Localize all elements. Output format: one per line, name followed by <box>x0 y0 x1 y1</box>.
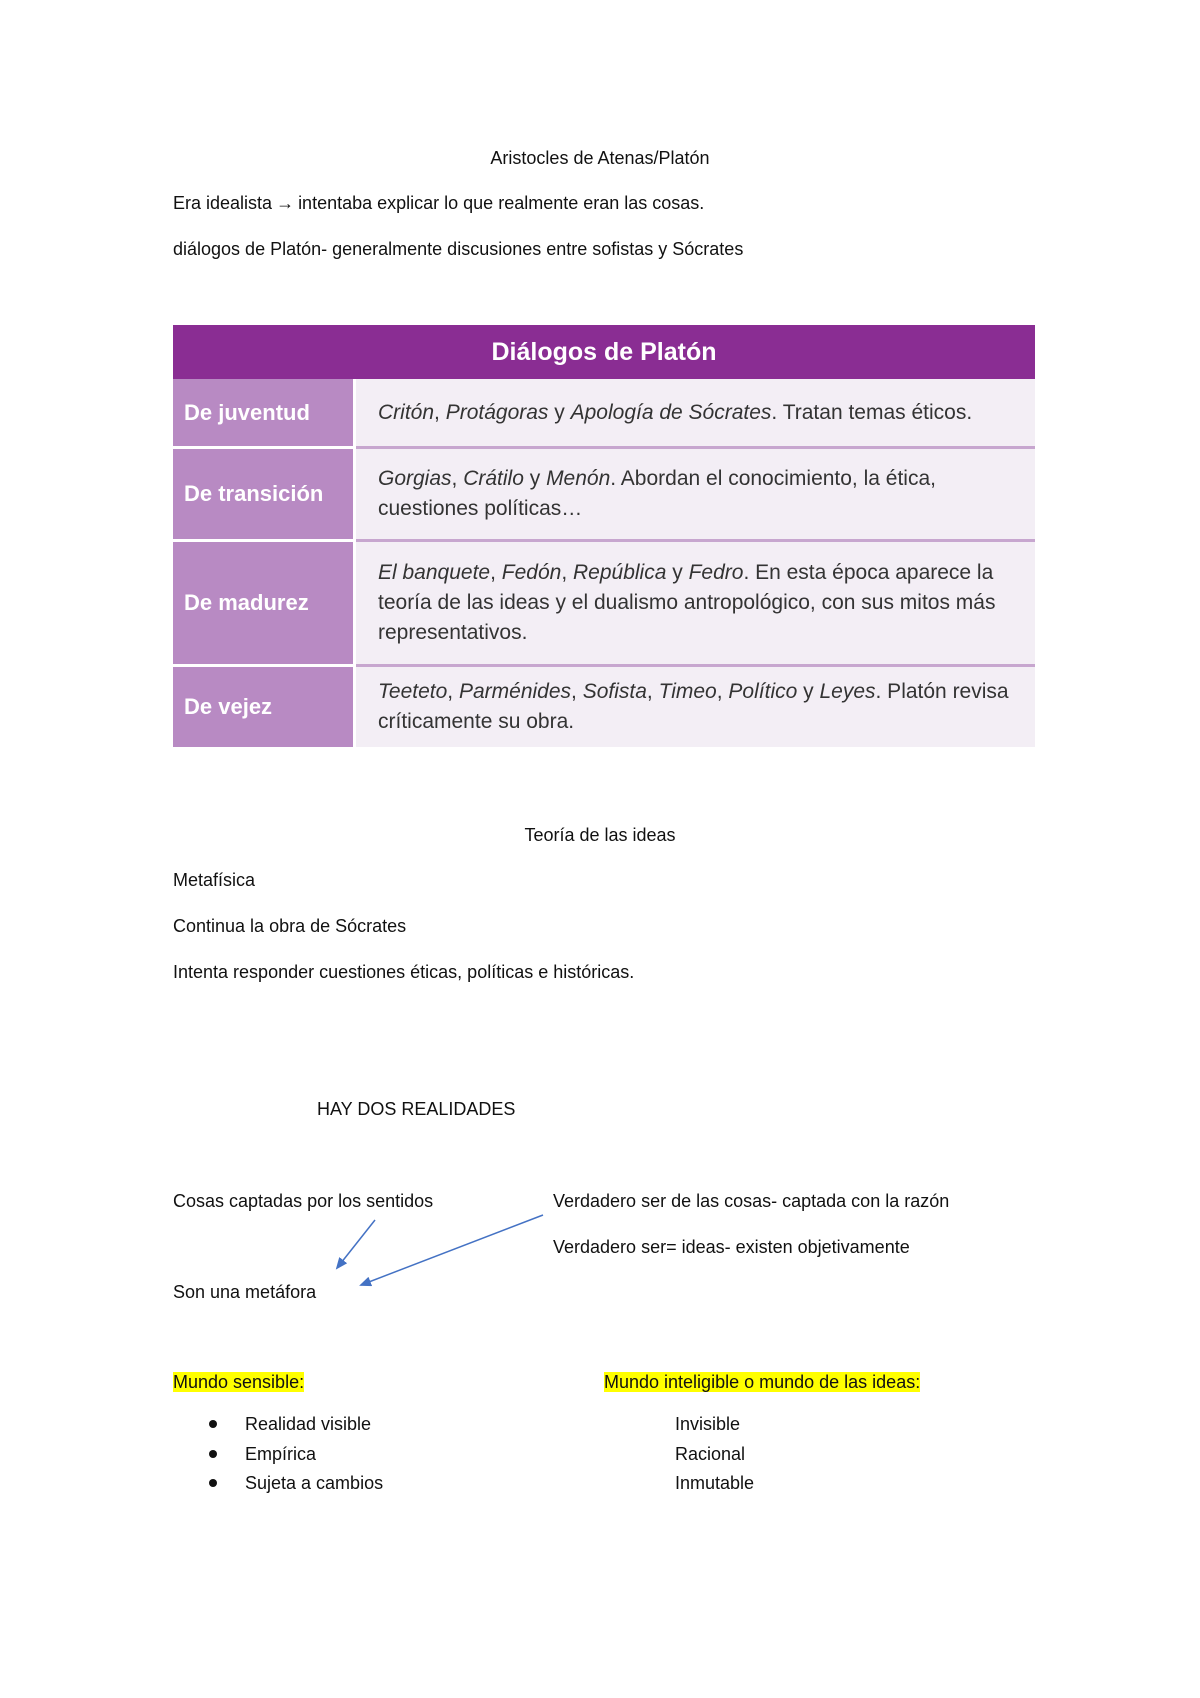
work-title: Critón <box>378 400 435 424</box>
work-title: Sofista <box>582 680 647 703</box>
intelligible-list <box>675 1410 754 1499</box>
table-header: Diálogos de Platón <box>173 325 1035 379</box>
separator-text: , <box>434 400 446 424</box>
bullet-icon <box>209 1450 217 1458</box>
senses-text: Cosas captadas por los sentidos <box>173 1191 434 1211</box>
work-title: República <box>573 561 667 584</box>
theory-heading: Teoría de las ideas <box>524 825 676 845</box>
separator-text: , <box>451 467 464 490</box>
separator-text: , <box>447 680 459 703</box>
bullet-icon <box>209 1420 217 1428</box>
separator-text: , <box>561 561 573 584</box>
separator-text: , <box>490 561 502 584</box>
metaphor-text: Son una metáfora <box>173 1282 317 1302</box>
row-description <box>356 539 1035 664</box>
separator-text: y <box>666 561 689 584</box>
table-row <box>173 539 1035 664</box>
list-item: Sujeta a cambios <box>205 1469 383 1499</box>
list-item: Racional <box>675 1443 746 1464</box>
intro-line-2: diálogos de Platón- generalmente discusiones entre sofistas y Sócrates <box>173 239 744 259</box>
row-label: De vejez <box>173 664 356 747</box>
arrow-senses-to-metaphor <box>337 1220 375 1268</box>
intro-text-b: intentaba explicar lo que realmente eran las cosas. <box>298 193 705 213</box>
row-summary: . Platón revisa críticamente su obra. <box>378 680 1009 733</box>
document-title: Aristocles de Atenas/Platón <box>490 148 710 168</box>
separator-text: y <box>523 467 547 490</box>
separator-text: , <box>571 680 583 703</box>
table-row <box>173 379 1035 446</box>
list-item: Invisible <box>675 1414 741 1434</box>
true-being-text: Verdadero ser de las cosas- captada con la razón <box>553 1191 950 1211</box>
separator-text: y <box>797 680 820 703</box>
work-title: Crátilo <box>463 467 524 490</box>
ideas-text: Verdadero ser= ideas- existen objetivamente <box>553 1237 910 1257</box>
work-title: El banquete <box>378 561 491 584</box>
separator-text: , <box>646 680 659 703</box>
row-description <box>356 664 1035 747</box>
row-summary: . En esta época aparece la teoría de las ideas y el dualismo antropológico, con sus mitos más representativos. <box>378 561 996 644</box>
arrow-reason-to-metaphor <box>361 1215 543 1285</box>
row-label: De juventud <box>173 379 356 446</box>
row-description <box>356 379 1035 446</box>
row-description <box>356 446 1035 539</box>
work-title: Protágoras <box>445 400 549 424</box>
bullet-icon <box>209 1479 217 1487</box>
separator-text: , <box>716 680 729 703</box>
list-item: Empírica <box>205 1440 383 1470</box>
realities-heading: HAY DOS REALIDADES <box>317 1099 516 1119</box>
sensible-world-label: Mundo sensible: <box>173 1372 305 1392</box>
table-row <box>173 446 1035 539</box>
work-title: Leyes <box>819 680 876 703</box>
work-title: Teeteto <box>378 680 448 703</box>
row-label: De madurez <box>173 539 356 664</box>
table-row <box>173 664 1035 747</box>
theory-line-2: Continua la obra de Sócrates <box>173 916 407 936</box>
sensible-list <box>205 1410 383 1499</box>
work-title: Fedón <box>501 561 562 584</box>
intelligible-world-label: Mundo inteligible o mundo de las ideas: <box>604 1372 921 1392</box>
work-title: Fedro <box>688 561 744 584</box>
work-title: Menón <box>546 467 611 490</box>
work-title: Parménides <box>458 680 572 703</box>
separator-text: y <box>548 400 571 424</box>
row-label: De transición <box>173 446 356 539</box>
row-summary: . Tratan temas éticos. <box>771 400 973 424</box>
theory-line-3: Intenta responder cuestiones éticas, políticas e históricas. <box>173 962 635 982</box>
intelligible-world-heading <box>604 1371 920 1393</box>
intro-line-1 <box>173 192 704 214</box>
theory-line-1: Metafísica <box>173 870 256 890</box>
list-item: Realidad visible <box>205 1410 383 1440</box>
dialogues-table <box>173 325 1035 747</box>
work-title: Político <box>728 680 798 703</box>
list-item: Inmutable <box>675 1473 755 1493</box>
intro-text-a: Era idealista <box>173 193 273 213</box>
work-title: Gorgias <box>378 467 452 490</box>
sensible-world-heading <box>173 1371 304 1393</box>
right-arrow-icon: → <box>276 193 295 213</box>
work-title: Apología de Sócrates <box>570 400 772 424</box>
row-summary: . Abordan el conocimiento, la ética, cuestiones políticas… <box>378 467 936 520</box>
work-title: Timeo <box>658 680 717 703</box>
